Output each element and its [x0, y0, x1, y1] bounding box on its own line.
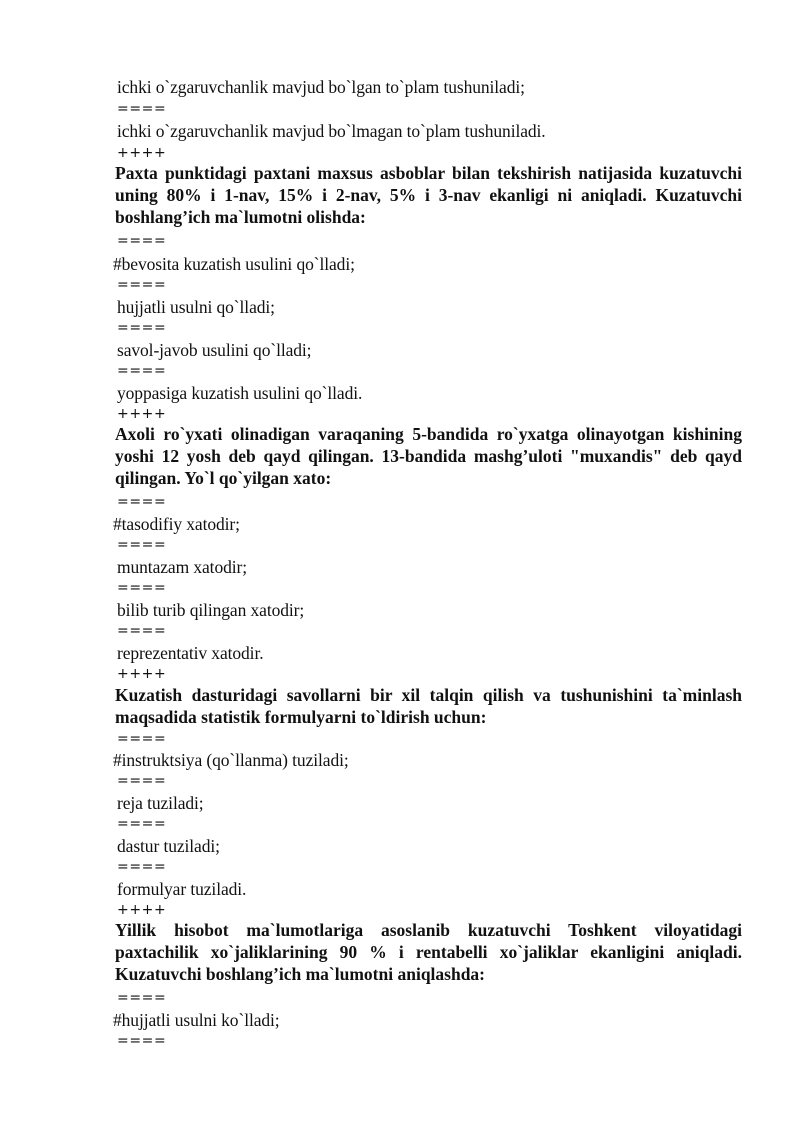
answer-option-correct: #tasodifiy xatodir; [113, 514, 240, 534]
answer-option-correct: #bevosita kuzatish usulini qo`lladi; [113, 254, 355, 274]
answer-option: yoppasiga kuzatish usulini qo`lladi. [117, 383, 363, 403]
answer-option: reja tuziladi; [117, 793, 204, 813]
answer-option-correct: #instruktsiya (qo`llanma) tuziladi; [113, 750, 349, 770]
question-text: Paxta punktidagi paxtani maxsus asboblar bilan tekshirish natijasida kuzatuvchi uning 80% i 1-nav, 15% i 2-nav, 5% i 3-nav ekanligi ni aniqladi. Kuzatuvchi boshlang’ich ma`lumotni olishda: [115, 163, 742, 227]
question-text: Axoli ro`yxati olinadigan varaqaning 5-bandida ro`yxatga olinayotgan kishining yoshi 12 yosh deb qayd qilingan. 13-bandida mashg’uloti "muxandis" deb qayd qilingan. Yo`l qo`yilgan xato: [115, 424, 742, 488]
answer-option: reprezentativ xatodir. [117, 643, 264, 663]
answer-option-correct: #hujjatli usulni ko`lladi; [113, 1010, 280, 1030]
separator: ==== [117, 277, 167, 293]
answer-option: ichki o`zgaruvchanlik mavjud bo`lgan to`plam tushuniladi; [117, 77, 525, 97]
separator: ==== [117, 1033, 167, 1049]
question-text: Yillik hisobot ma`lumotlariga asoslanib kuzatuvchi Toshkent viloyatidagi paxtachilik xo`jaliklarining 90 % i rentabelli xo`jaliklar ekanligini aniqladi. Kuzatuvchi boshlang’ich ma`lumotni aniqlashda: [115, 920, 742, 984]
answer-option: ichki o`zgaruvchanlik mavjud bo`lmagan to`plam tushuniladi. [117, 121, 546, 141]
question-text: Kuzatish dasturidagi savollarni bir xil talqin qilish va tushunishini ta`minlash maqsadida statistik formulyarni to`ldirish uchun: [115, 685, 742, 727]
separator: ++++ [117, 666, 167, 682]
answer-option: hujjatli usulni qo`lladi; [117, 297, 275, 317]
separator: ==== [117, 859, 167, 875]
separator: ==== [117, 363, 167, 379]
separator: ++++ [117, 902, 167, 918]
separator: ++++ [117, 145, 167, 161]
answer-option: savol-javob usulini qo`lladi; [117, 340, 312, 360]
separator: ==== [117, 990, 167, 1006]
answer-option: formulyar tuziladi. [117, 879, 247, 899]
answer-option: bilib turib qilingan xatodir; [117, 600, 305, 620]
separator: ==== [117, 731, 167, 747]
separator: ==== [117, 773, 167, 789]
separator: ++++ [117, 406, 167, 422]
answer-option: muntazam xatodir; [117, 557, 247, 577]
answer-option: dastur tuziladi; [117, 836, 220, 856]
separator: ==== [117, 537, 167, 553]
separator: ==== [117, 816, 167, 832]
separator: ==== [117, 320, 167, 336]
separator: ==== [117, 494, 167, 510]
separator: ==== [117, 101, 167, 117]
separator: ==== [117, 580, 167, 596]
separator: ==== [117, 233, 167, 249]
separator: ==== [117, 623, 167, 639]
